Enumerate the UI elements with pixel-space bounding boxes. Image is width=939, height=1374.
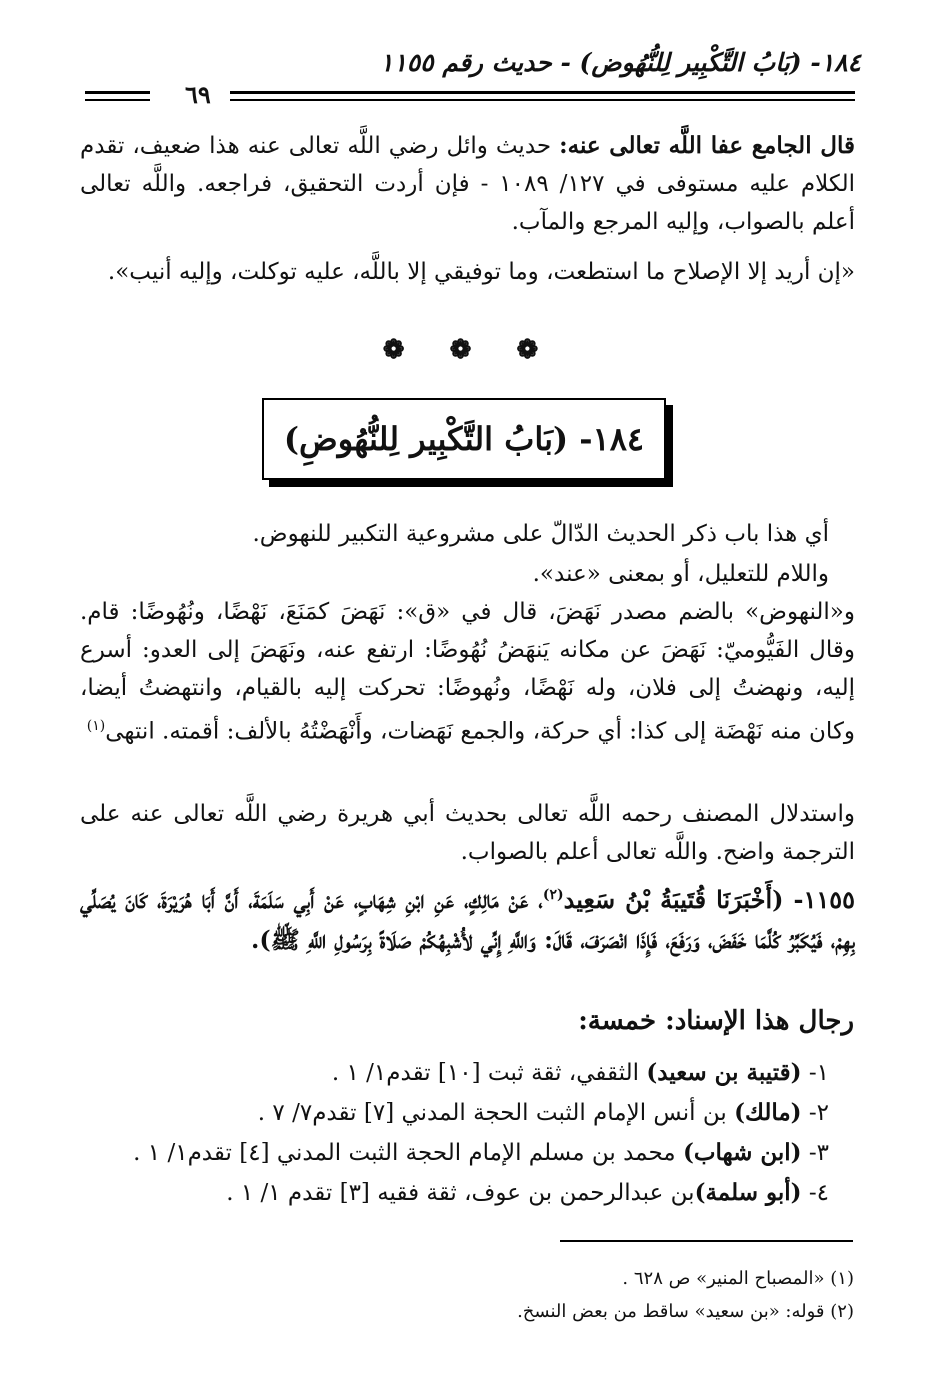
chapter-title: ١٨٤- (بَابُ التَّكْبِير لِلنُّهُوضِ) <box>283 420 645 458</box>
narrator-desc: الثقفي، ثقة ثبت [١٠] تقدم١/ ١ . <box>331 1060 647 1086</box>
footnote-1: (١) «المصباح المنير» ص ٦٢٨ . <box>622 1268 854 1289</box>
hadith-text-start: ١١٥٥- (أَخْبَرَنَا قُتَيبَةُ بْنُ سَعِيد <box>563 885 856 914</box>
narrator-name: (مالك) <box>734 1099 802 1126</box>
section-separator: ❁ ❁ ❁ <box>382 335 557 365</box>
compiler-note-lead: قال الجامع عفا اللَّه تعالى عنه: <box>559 132 855 159</box>
commentary-lexical <box>80 593 855 751</box>
header-rule-right-top <box>230 91 855 94</box>
narrator-desc: بن عبدالرحمن بن عوف، ثقة فقيه [٣] تقدم ١/ ١ . <box>226 1180 695 1206</box>
narrator-number: ١- <box>801 1060 829 1086</box>
header-rule-left-top <box>85 91 150 94</box>
narrator-desc: بن أنس الإمام الثبت الحجة المدني [٧] تقدم٧/ ٧ . <box>257 1100 735 1126</box>
commentary-inference-text: واستدلال المصنف رحمه اللَّه تعالى بحديث أبي هريرة رضي اللَّه تعالى عنه على الترجمة واضح. واللَّه تعالى أعلم بالصواب. <box>80 801 855 865</box>
commentary-line-2: واللام للتعليل، أو بمعنى «عند». <box>532 561 829 587</box>
closing-supplication <box>80 253 855 291</box>
narrator-number: ٢- <box>801 1100 829 1126</box>
hadith-text <box>80 875 855 960</box>
narrator-number: ٣- <box>801 1140 829 1166</box>
footnote-ref-2: (٢) <box>542 887 564 903</box>
narrators-heading: رجال هذا الإسناد: خمسة: <box>578 1006 854 1036</box>
commentary-lexical-text: و«النهوض» بالضم مصدر نَهَضَ، قال في «ق»: نَهَضَ كمَنَعَ، نَهْضًا، ونُهُوضًا: قام. وقال الفَيُّوميّ: نَهَضَ عن مكانه يَنهَضُ نُهُوضًا: ارتفع عنه، ونَهَضَ إلى العدو: أسرع إليه، ونهضتُ إلى فلان، وله نَهْضًا، ونُهوضًا: تحركت إليه بالقيام، وانتهضتُ أيضا، وكان منه نَهْضَة إلى كذا: أي حركة، والجمع نَهَضات، وأَنْهَضْتُهُ بالألف: أقمته. انتهى <box>80 599 855 745</box>
compiler-note <box>80 127 855 241</box>
narrator-item <box>226 1174 829 1212</box>
narrator-number: ٤- <box>801 1180 829 1206</box>
footnote-2: (٢) قوله: «بن سعيد» ساقط من بعض النسخ. <box>517 1301 854 1322</box>
narrator-item <box>133 1134 829 1172</box>
narrator-name: (ابن شهاب) <box>682 1139 802 1166</box>
closing-supplication-text: «إن أريد إلا الإصلاح ما استطعت، وما توفيقي إلا باللَّه، عليه توكلت، وإليه أنيب». <box>107 259 855 285</box>
narrator-item <box>258 1094 829 1132</box>
narrator-name: (قتيبة بن سعيد) <box>646 1059 802 1086</box>
footnote-rule <box>560 1240 853 1242</box>
running-head: ١٨٤- (بَابُ التَّكْبِير لِلنُّهُوض) - حديث رقم ١١٥٥ <box>379 48 861 77</box>
commentary-line-1: أي هذا باب ذكر الحديث الدّالّ على مشروعية التكبير للنهوض. <box>252 521 829 547</box>
chapter-title-box <box>262 398 666 480</box>
narrator-item <box>332 1054 829 1092</box>
footnote-ref-1: (١) <box>86 718 106 734</box>
narrator-name: (أبو سلمة) <box>694 1179 802 1206</box>
narrator-desc: محمد بن مسلم الإمام الحجة الثبت المدني [٤] تقدم١/ ١ . <box>133 1140 683 1166</box>
commentary-inference <box>80 795 855 871</box>
header-rule-left-bottom <box>85 99 150 101</box>
compiler-note-text: حديث وائل رضي اللَّه تعالى عنه هذا ضعيف، تقدم الكلام عليه مستوفى في ١٢٧/ ١٠٨٩ - فإن أردت التحقيق، فراجعه. واللَّه تعالى أعلم بالصواب، وإليه المرجع والمآب. <box>80 133 855 235</box>
page-number: ٦٩ <box>185 80 211 109</box>
header-rule-right-bottom <box>230 99 855 101</box>
hadith-text-rest: ، عَنْ مَالِكٍ، عَنِ ابْنِ شِهَابٍ، عَنْ أَبِي سَلَمَةَ، أَنَّ أَبَا هُرَيْرَةَ، كَانَ يُصَلِّي بِهِمْ، فَيُكَبِّرُ كُلَّمَا خَفَضَ، وَرَفَعَ، فَإِذَا انْصَرَفَ، قَالَ: وَاللَّهِ إِنِّي لأُشْبِهُكُمْ صَلَاةً بِرَسُولِ اللَّهِ ﷺ). <box>80 885 855 954</box>
